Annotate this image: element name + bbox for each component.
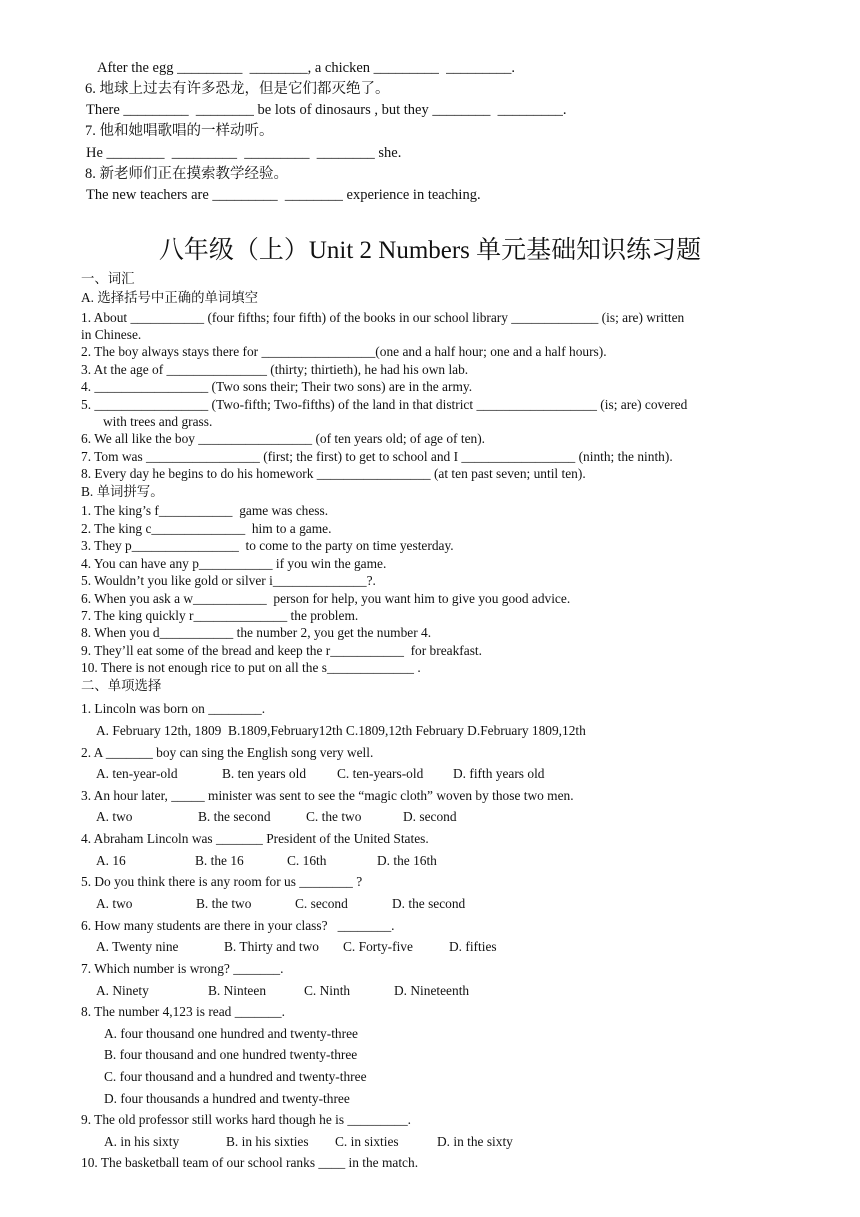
question: 8. The number 4,123 is read _______. [81,1004,285,1019]
option: A. two [96,809,133,824]
question: 9. The old professor still works hard though he is _________. [81,1112,412,1127]
option: D. four thousands a hundred and twenty-three [104,1091,350,1106]
top-line-2: 6. 地球上过去有许多恐龙，但是它们都灭绝了。 [85,81,390,97]
part-heading: A. 选择括号中正确的单词填空 [81,290,259,305]
part-a-line: 3. At the age of _______________ (thirty; thirtieth), he had his own lab. [81,362,469,377]
part-b-line: 6. When you ask a w___________ person for help, you want him to give you good advice. [81,591,571,606]
option: B. the second [198,809,271,824]
top-line-4: 7. 他和她唱歌唱的一样动听。 [85,123,274,139]
option: A. 16 [96,853,126,868]
option: A. ten-year-old [96,766,178,781]
top-line-6: 8. 新老师们正在摸索教学经验。 [85,166,288,182]
option: C. second [295,896,348,911]
option: B. ten years old [222,766,307,781]
option: A. in his sixty [104,1134,180,1149]
part-a-line: 2. The boy always stays there for _________________(one and a half hour; one and a half hours). [81,344,607,359]
option: C. four thousand and a hundred and twenty-three [104,1069,367,1084]
option: C. ten-years-old [337,766,424,781]
option: C. the two [306,809,362,824]
question: 5. Do you think there is any room for us ________ ? [81,874,363,889]
section-heading: 二、单项选择 [81,678,162,693]
option: A. four thousand one hundred and twenty-three [104,1026,358,1041]
question: 6. How many students are there in your class? ________. [81,918,395,933]
question: 3. An hour later, _____ minister was sent to see the “magic cloth” woven by those two men. [81,788,574,803]
part-b-line: 3. They p________________ to come to the party on time yesterday. [81,538,454,553]
part-a-line: 6. We all like the boy _________________ (of ten years old; of age of ten). [81,431,486,446]
question: 4. Abraham Lincoln was _______ President of the United States. [81,831,429,846]
part-b-line: 9. They’ll eat some of the bread and keep the r___________ for breakfast. [81,643,482,658]
option: D. second [403,809,457,824]
question: 7. Which number is wrong? _______. [81,961,284,976]
part-b-line: 4. You can have any p___________ if you win the game. [81,556,387,571]
question: 1. Lincoln was born on ________. [81,701,266,716]
part-heading: B. 单词拼写。 [81,484,164,499]
option: C. Forty-five [343,939,413,954]
top-line-1: After the egg _________ ________, a chicken _________ _________. [97,60,516,76]
option: B. the two [196,896,252,911]
question: 2. A _______ boy can sing the English song very well. [81,745,374,760]
option: B. Ninteen [208,983,267,998]
top-line-7: The new teachers are _________ ________ experience in teaching. [86,187,481,203]
option: D. fifth years old [453,766,545,781]
part-b-line: 2. The king c______________ him to a game. [81,521,332,536]
question: 10. The basketball team of our school ranks ____ in the match. [81,1155,419,1170]
option: B. Thirty and two [224,939,319,954]
option: A. February 12th, 1809 B.1809,February12th C.1809,12th February D.February 1809,12th [96,723,586,738]
option: D. the second [392,896,466,911]
option: A. Twenty nine [96,939,179,954]
option: B. four thousand and one hundred twenty-three [104,1047,358,1062]
option: A. two [96,896,133,911]
part-b-line: 5. Wouldn’t you like gold or silver i______________?. [81,573,376,588]
part-a-line: with trees and grass. [103,414,213,429]
part-b-line: 10. There is not enough rice to put on all the s_____________ . [81,660,421,675]
top-line-5: He ________ _________ _________ ________ she. [86,145,402,161]
part-a-line: 7. Tom was _________________ (first; the first) to get to school and I _________________ (ninth; the ninth). [81,449,673,464]
part-a-line: 4. _________________ (Two sons their; Their two sons) are in the army. [81,379,473,394]
part-a-line: 8. Every day he begins to do his homework _________________ (at ten past seven; until ten). [81,466,586,481]
option: C. 16th [287,853,327,868]
section-heading: 一、词汇 [81,271,135,286]
part-a-line: in Chinese. [81,327,142,342]
option: D. Nineteenth [394,983,470,998]
option: C. Ninth [304,983,351,998]
option: C. in sixties [335,1134,399,1149]
option: D. in the sixty [437,1134,513,1149]
part-b-line: 7. The king quickly r______________ the problem. [81,608,359,623]
part-b-line: 8. When you d___________ the number 2, you get the number 4. [81,625,432,640]
part-a-line: 5. _________________ (Two-fifth; Two-fifths) of the land in that district __________________ (is; are) covered [81,397,688,412]
option: D. the 16th [377,853,437,868]
part-b-line: 1. The king’s f___________ game was chess. [81,503,329,518]
page-title: 八年级（上）Unit 2 Numbers 单元基础知识练习题 [158,237,702,264]
option: D. fifties [449,939,497,954]
option: B. in his sixties [226,1134,309,1149]
part-a-line: 1. About ___________ (four fifths; four fifth) of the books in our school library _____________ (is; are) written [81,310,685,325]
option: B. the 16 [195,853,244,868]
top-line-3: There _________ ________ be lots of dinosaurs , but they ________ _________. [86,102,567,118]
option: A. Ninety [96,983,149,998]
